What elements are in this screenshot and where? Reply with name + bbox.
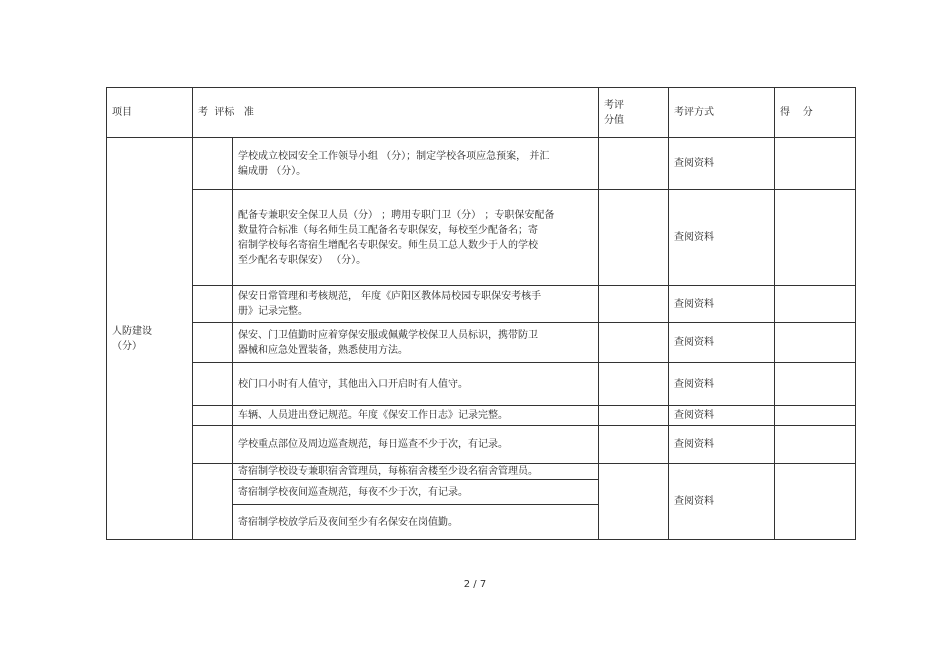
header-row — [107, 88, 856, 138]
header-criteria: 考 评标 准 — [193, 88, 599, 138]
subcategory-cell — [193, 138, 233, 190]
score-value-cell — [599, 406, 669, 426]
page-number: 2 / 7 — [463, 579, 487, 590]
row-criteria: 保安、门卫值勤时应着穿保安服或佩戴学校保卫人员标识，携带防卫 器械和应急处置装备，熟悉使用方法。 — [233, 323, 599, 363]
row-method: 查阅资料 — [669, 406, 775, 426]
subcategory-cell — [193, 363, 233, 406]
row-method: 查阅资料 — [669, 286, 775, 323]
subcategory-cell — [193, 323, 233, 363]
score-cell — [775, 363, 856, 406]
score-cell — [775, 286, 856, 323]
subcategory-cell — [193, 464, 233, 540]
header-score-value: 考评 分值 — [599, 88, 669, 138]
row-criteria: 车辆、人员进出登记规范。年度《保安工作日志》记录完整。 — [233, 406, 599, 426]
score-value-cell — [599, 363, 669, 406]
score-cell — [775, 464, 856, 540]
table-row — [107, 363, 856, 406]
header-score: 得 分 — [775, 88, 856, 138]
score-cell — [775, 426, 856, 464]
group-criteria: 寄宿制学校设专兼职宿舍管理员，每栋宿舍楼至少设名宿舍管理员。 — [233, 464, 599, 480]
table-row — [107, 406, 856, 426]
group-criteria: 寄宿制学校放学后及夜间至少有名保安在岗值勤。 — [233, 505, 599, 540]
row-method: 查阅资料 — [669, 426, 775, 464]
table-row — [107, 190, 856, 286]
row-method: 查阅资料 — [669, 363, 775, 406]
group-method: 查阅资料 — [669, 464, 775, 540]
score-value-cell — [599, 138, 669, 190]
section-label: 人防建设 （分） — [107, 138, 193, 540]
row-criteria: 学校重点部位及周边巡查规范，每日巡查不少于次，有记录。 — [233, 426, 599, 464]
score-cell — [775, 138, 856, 190]
subcategory-cell — [193, 190, 233, 286]
score-value-cell — [599, 426, 669, 464]
group-criteria: 寄宿制学校夜间巡查规范，每夜不少于次，有记录。 — [233, 480, 599, 505]
subcategory-cell — [193, 406, 233, 426]
row-method: 查阅资料 — [669, 190, 775, 286]
subcategory-cell — [193, 286, 233, 323]
row-method: 查阅资料 — [669, 138, 775, 190]
row-method: 查阅资料 — [669, 323, 775, 363]
score-value-cell — [599, 323, 669, 363]
table-row — [107, 464, 856, 480]
subcategory-cell — [193, 426, 233, 464]
header-method: 考评方式 — [669, 88, 775, 138]
score-value-cell — [599, 286, 669, 323]
row-criteria: 学校成立校园安全工作领导小组 （分）；制定学校各项应急预案， 并汇 编成册 （分）。 — [233, 138, 599, 190]
score-cell — [775, 190, 856, 286]
table-row — [107, 286, 856, 323]
score-value-cell — [599, 464, 669, 540]
header-item: 项目 — [107, 88, 193, 138]
row-criteria: 保安日常管理和考核规范， 年度《庐阳区教体局校园专职保安考核手 册》记录完整。 — [233, 286, 599, 323]
table-row — [107, 138, 856, 190]
score-value-cell — [599, 190, 669, 286]
table-row — [107, 323, 856, 363]
table-row — [107, 426, 856, 464]
score-cell — [775, 406, 856, 426]
score-cell — [775, 323, 856, 363]
row-criteria: 校门口小时有人值守，其他出入口开启时有人值守。 — [233, 363, 599, 406]
row-criteria: 配备专兼职安全保卫人员（分） ；聘用专职门卫（分） ；专职保安配备 数量符合标准（每名师生员工配备名专职保安，每校至少配备名；寄 宿制学校每名寄宿生增配名专职保安。师生员工总人数少于人的学校 至少配名专职保安） （分）。 — [233, 190, 599, 286]
evaluation-table — [106, 87, 856, 540]
